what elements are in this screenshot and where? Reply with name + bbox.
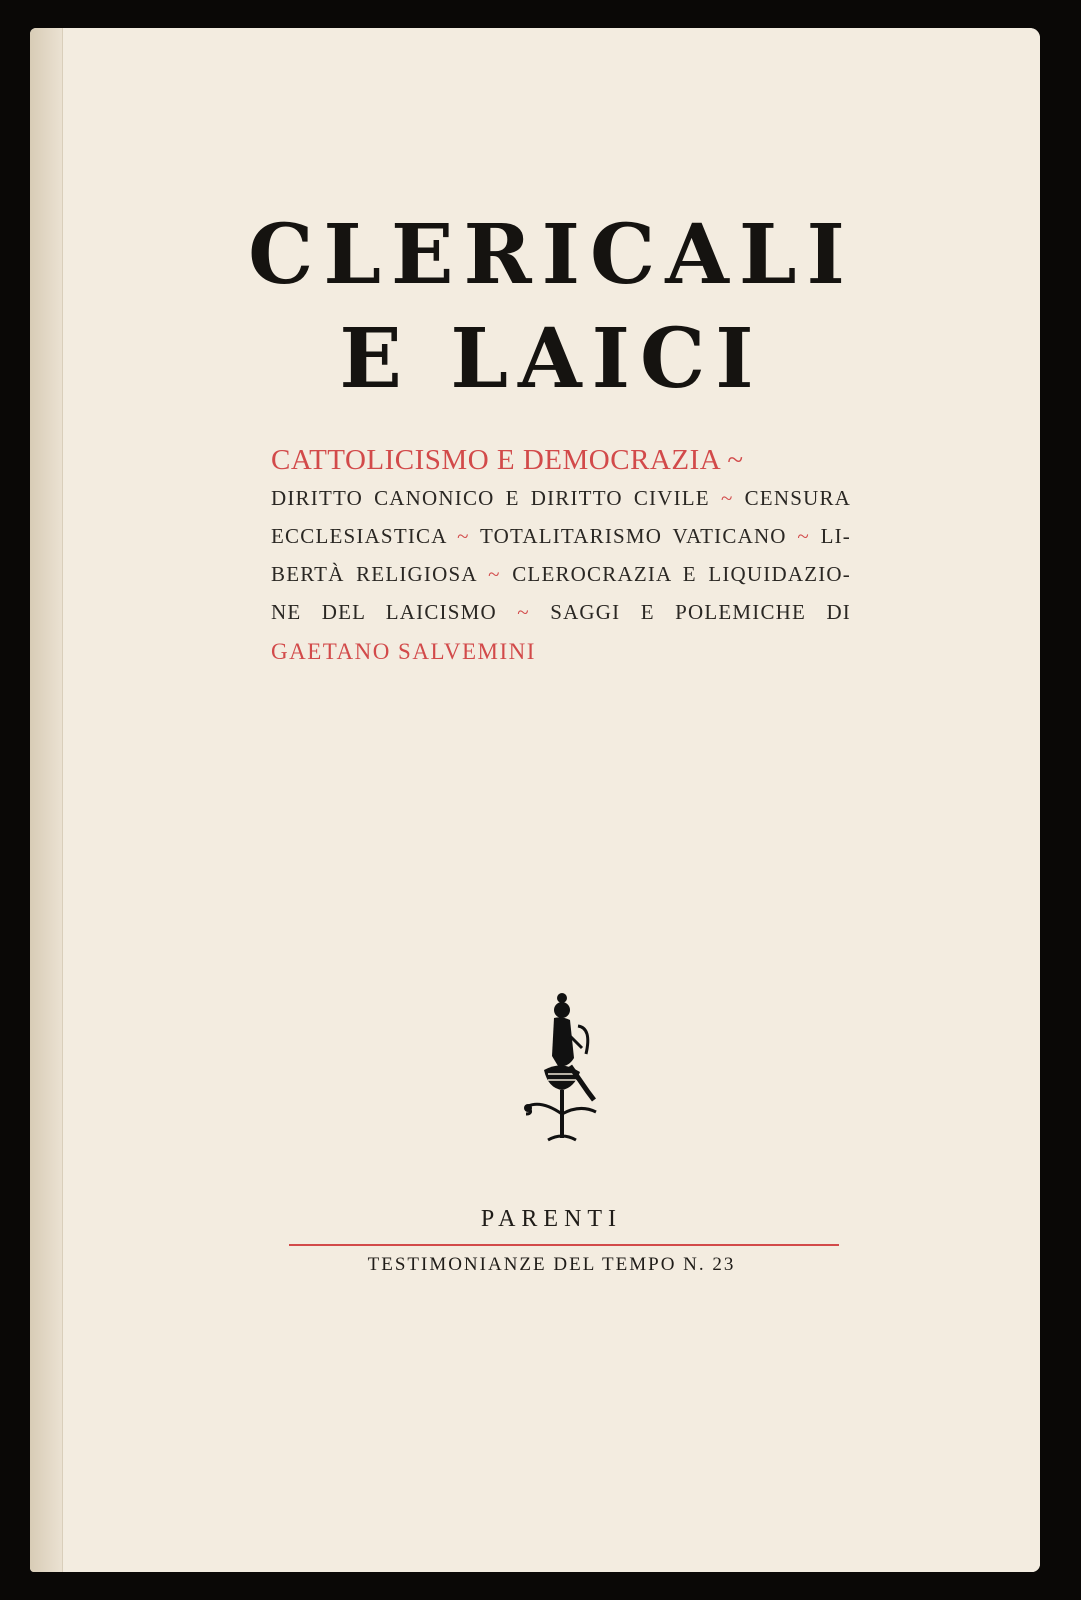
separator-mark: ~ <box>797 524 810 548</box>
author-name: GAETANO SALVEMINI <box>271 639 536 664</box>
subtitle-heading-text: CATTOLICISMO E DEMOCRAZIA <box>271 444 720 476</box>
subtitle-line <box>271 555 851 593</box>
book-title <box>63 203 1040 411</box>
subtitle-text: TOTALITARISMO VATICANO <box>479 524 787 548</box>
emblem-icon <box>518 988 608 1148</box>
subtitle-text: BERTÀ RELIGIOSA <box>271 562 477 586</box>
subtitle-line <box>271 593 851 631</box>
cover-face <box>62 28 1040 1572</box>
subtitle-text: SAGGI E POLEMICHE DI <box>550 600 852 624</box>
separator-mark: ~ <box>720 486 734 510</box>
separator-mark: ~ <box>457 524 470 548</box>
subtitle-text: CLEROCRAZIA E LIQUIDAZIO- <box>512 562 851 586</box>
publisher-name: PARENTI <box>480 1206 623 1232</box>
series-label: TESTIMONIANZE DEL TEMPO N. 23 <box>367 1254 736 1275</box>
subtitle-text: DIRITTO CANONICO E DIRITTO CIVILE <box>271 486 710 510</box>
subtitle-heading <box>271 441 851 479</box>
subtitle-text: CENSURA <box>744 486 852 510</box>
separator-mark: ~ <box>727 444 744 476</box>
separator-mark: ~ <box>488 562 501 586</box>
subtitle-text: LI- <box>820 524 851 548</box>
title-line-2: E LAICI <box>339 311 764 407</box>
subtitle-text: ECCLESIASTICA <box>271 524 447 548</box>
separator-mark: ~ <box>517 600 530 624</box>
red-divider <box>289 1244 839 1246</box>
subtitle-block <box>271 441 851 671</box>
book-cover <box>30 28 1040 1572</box>
subtitle-text: NE DEL LAICISMO <box>271 600 497 624</box>
subtitle-line <box>271 479 851 517</box>
title-line-1: CLERICALI <box>248 207 855 303</box>
subtitle-line <box>271 517 851 555</box>
